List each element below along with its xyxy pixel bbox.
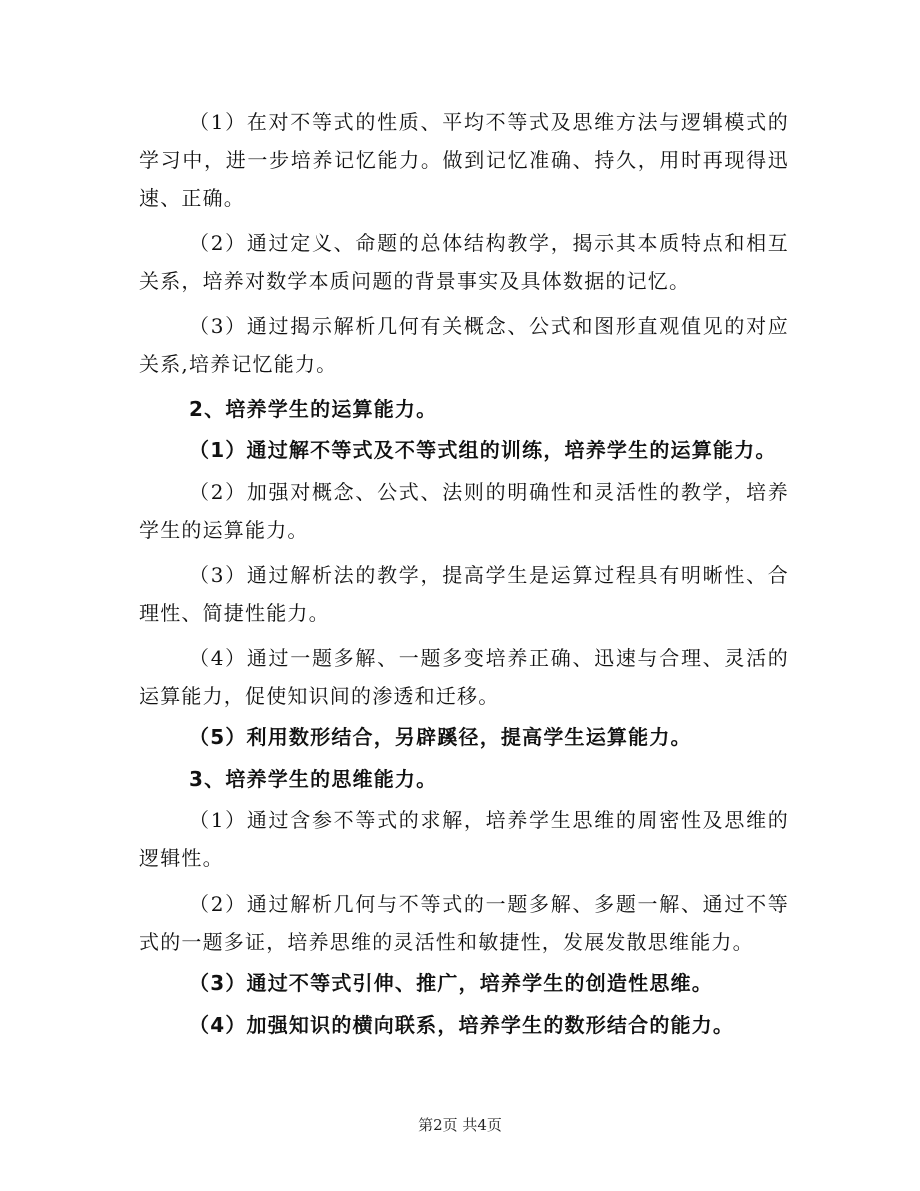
paragraph-10: （2）通过解析几何与不等式的一题多解、多题一解、通过不等式的一题多证，培养思维的灵活性和敏捷性，发展发散思维能力。 xyxy=(139,892,789,954)
paragraph-6: （3）通过解析法的教学，提高学生是运算过程具有明晰性、合理性、简捷性能力。 xyxy=(139,563,789,625)
paragraph-9: （1）通过含参不等式的求解，培养学生思维的周密性及思维的逻辑性。 xyxy=(139,808,789,870)
paragraph-4: （1）通过解不等式及不等式组的训练，培养学生的运算能力。 xyxy=(189,438,777,462)
section-heading-2: 2、培养学生的运算能力。 xyxy=(189,397,438,421)
paragraph-8: （5）利用数形结合，另辟蹊径，提高学生运算能力。 xyxy=(189,725,692,749)
paragraph-12: （4）加强知识的横向联系，培养学生的数形结合的能力。 xyxy=(189,1013,735,1037)
page-number-footer: 第2页 共4页 xyxy=(418,1116,502,1134)
paragraph-5: （2）加强对概念、公式、法则的明确性和灵活性的教学，培养学生的运算能力。 xyxy=(139,480,789,542)
paragraph-2: （2）通过定义、命题的总体结构教学，揭示其本质特点和相互关系，培养对数学本质问题的背景事实及具体数据的记忆。 xyxy=(139,231,789,293)
section-heading-3: 3、培养学生的思维能力。 xyxy=(189,767,438,791)
paragraph-11: （3）通过不等式引伸、推广，培养学生的创造性思维。 xyxy=(189,971,713,995)
paragraph-1: （1）在对不等式的性质、平均不等式及思维方法与逻辑模式的学习中，进一步培养记忆能力。做到记忆准确、持久，用时再现得迅速、正确。 xyxy=(139,110,789,210)
paragraph-3: （3）通过揭示解析几何有关概念、公式和图形直观值见的对应关系,培养记忆能力。 xyxy=(139,314,789,376)
paragraph-7: （4）通过一题多解、一题多变培养正确、迅速与合理、灵活的运算能力，促使知识间的渗透和迁移。 xyxy=(139,646,789,708)
